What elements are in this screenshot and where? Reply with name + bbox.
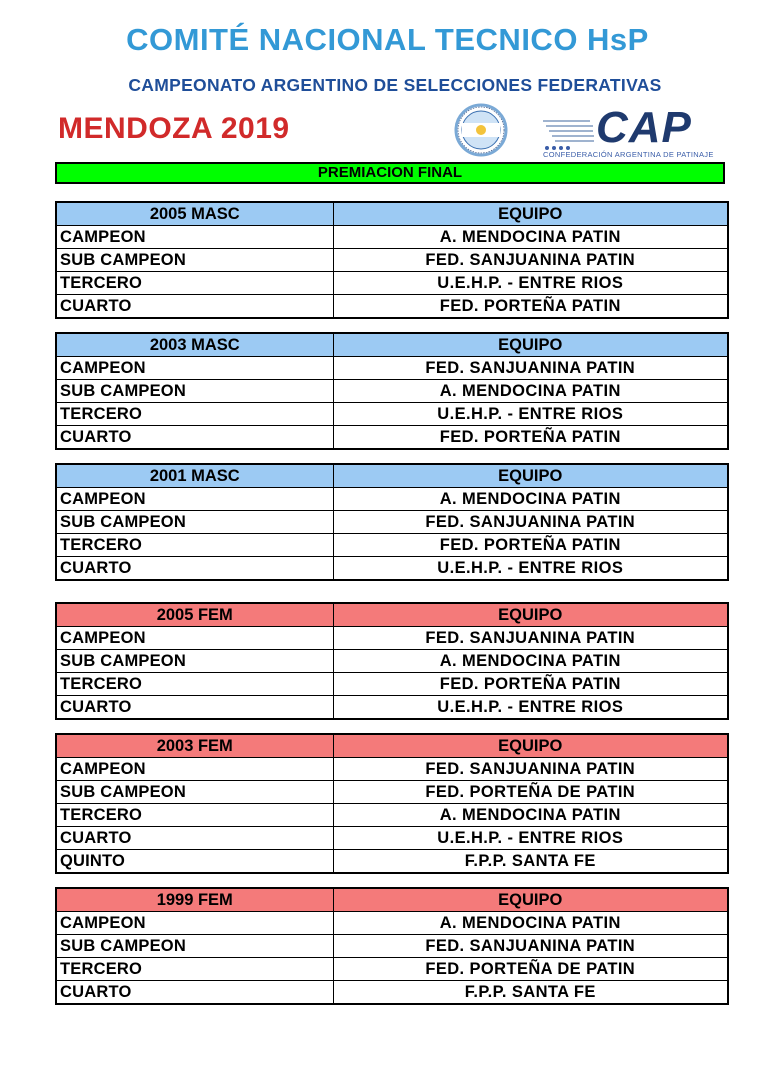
placement-label: TERCERO xyxy=(56,958,333,981)
team-column-header: EQUIPO xyxy=(333,333,728,357)
team-name: F.P.P. SANTA FE xyxy=(333,850,728,874)
placement-label: SUB CAMPEON xyxy=(56,511,333,534)
team-name: U.E.H.P. - ENTRE RIOS xyxy=(333,403,728,426)
category-name: 2005 FEM xyxy=(56,603,333,627)
category-header-row xyxy=(56,603,728,627)
placement-label: TERCERO xyxy=(56,534,333,557)
table-row xyxy=(56,781,728,804)
placement-label: TERCERO xyxy=(56,403,333,426)
category-name: 1999 FEM xyxy=(56,888,333,912)
team-name: A. MENDOCINA PATIN xyxy=(333,380,728,403)
table-row xyxy=(56,403,728,426)
document-title: COMITÉ NACIONAL TECNICO HsP xyxy=(126,22,649,57)
placement-label: CAMPEON xyxy=(56,226,333,249)
table-row xyxy=(56,380,728,403)
team-column-header: EQUIPO xyxy=(333,202,728,226)
table-row xyxy=(56,488,728,511)
placement-label: CAMPEON xyxy=(56,488,333,511)
team-column-header: EQUIPO xyxy=(333,734,728,758)
placement-label: CAMPEON xyxy=(56,912,333,935)
table-row xyxy=(56,272,728,295)
table-row xyxy=(56,935,728,958)
table-row xyxy=(56,426,728,450)
table-row xyxy=(56,627,728,650)
placement-label: CUARTO xyxy=(56,557,333,581)
team-name: FED. PORTEÑA DE PATIN xyxy=(333,958,728,981)
cap-logo-text: CAP xyxy=(596,103,692,152)
team-column-header: EQUIPO xyxy=(333,464,728,488)
team-name: U.E.H.P. - ENTRE RIOS xyxy=(333,696,728,720)
table-row xyxy=(56,827,728,850)
team-name: F.P.P. SANTA FE xyxy=(333,981,728,1005)
placement-label: CUARTO xyxy=(56,827,333,850)
category-table xyxy=(55,733,729,874)
committee-seal-icon xyxy=(450,103,512,157)
placement-label: SUB CAMPEON xyxy=(56,650,333,673)
table-row xyxy=(56,357,728,380)
placement-label: CUARTO xyxy=(56,981,333,1005)
table-row xyxy=(56,226,728,249)
placement-label: SUB CAMPEON xyxy=(56,380,333,403)
placement-label: TERCERO xyxy=(56,804,333,827)
placement-label: SUB CAMPEON xyxy=(56,781,333,804)
table-row xyxy=(56,758,728,781)
table-row xyxy=(56,650,728,673)
team-column-header: EQUIPO xyxy=(333,888,728,912)
table-row xyxy=(56,912,728,935)
table-row xyxy=(56,850,728,874)
team-name: U.E.H.P. - ENTRE RIOS xyxy=(333,557,728,581)
table-row xyxy=(56,804,728,827)
team-name: FED. PORTEÑA PATIN xyxy=(333,673,728,696)
table-row xyxy=(56,981,728,1005)
placement-label: CAMPEON xyxy=(56,758,333,781)
cap-logo-caption: CONFEDERACIÓN ARGENTINA DE PATINAJE xyxy=(543,150,714,159)
table-row xyxy=(56,249,728,272)
placement-label: CUARTO xyxy=(56,295,333,319)
category-table xyxy=(55,201,729,319)
placement-label: SUB CAMPEON xyxy=(56,249,333,272)
team-name: U.E.H.P. - ENTRE RIOS xyxy=(333,827,728,850)
table-row xyxy=(56,958,728,981)
placement-label: TERCERO xyxy=(56,673,333,696)
placement-label: SUB CAMPEON xyxy=(56,935,333,958)
category-table xyxy=(55,463,729,581)
placement-label: TERCERO xyxy=(56,272,333,295)
category-name: 2005 MASC xyxy=(56,202,333,226)
placement-label: CAMPEON xyxy=(56,357,333,380)
event-city-year: MENDOZA 2019 xyxy=(58,112,290,145)
team-name: FED. PORTEÑA PATIN xyxy=(333,426,728,450)
table-row xyxy=(56,557,728,581)
team-name: FED. PORTEÑA DE PATIN xyxy=(333,781,728,804)
team-name: A. MENDOCINA PATIN xyxy=(333,912,728,935)
placement-label: CUARTO xyxy=(56,696,333,720)
team-name: A. MENDOCINA PATIN xyxy=(333,226,728,249)
team-name: A. MENDOCINA PATIN xyxy=(333,804,728,827)
table-row xyxy=(56,673,728,696)
placement-label: QUINTO xyxy=(56,850,333,874)
team-name: A. MENDOCINA PATIN xyxy=(333,488,728,511)
team-name: FED. SANJUANINA PATIN xyxy=(333,249,728,272)
placement-label: CAMPEON xyxy=(56,627,333,650)
category-name: 2001 MASC xyxy=(56,464,333,488)
category-table xyxy=(55,332,729,450)
category-header-row xyxy=(56,734,728,758)
team-name: FED. SANJUANINA PATIN xyxy=(333,357,728,380)
category-header-row xyxy=(56,333,728,357)
team-name: FED. SANJUANINA PATIN xyxy=(333,511,728,534)
category-header-row xyxy=(56,888,728,912)
team-name: FED. PORTEÑA PATIN xyxy=(333,295,728,319)
category-table xyxy=(55,602,729,720)
table-row xyxy=(56,295,728,319)
team-name: A. MENDOCINA PATIN xyxy=(333,650,728,673)
team-name: FED. SANJUANINA PATIN xyxy=(333,627,728,650)
category-header-row xyxy=(56,464,728,488)
championship-subtitle: CAMPEONATO ARGENTINO DE SELECCIONES FEDERATIVAS xyxy=(128,75,662,95)
final-awards-banner: PREMIACION FINAL xyxy=(55,162,725,184)
table-row xyxy=(56,534,728,557)
category-name: 2003 FEM xyxy=(56,734,333,758)
team-name: FED. SANJUANINA PATIN xyxy=(333,935,728,958)
table-row xyxy=(56,511,728,534)
category-table xyxy=(55,887,729,1005)
team-column-header: EQUIPO xyxy=(333,603,728,627)
category-name: 2003 MASC xyxy=(56,333,333,357)
team-name: FED. SANJUANINA PATIN xyxy=(333,758,728,781)
team-name: U.E.H.P. - ENTRE RIOS xyxy=(333,272,728,295)
table-row xyxy=(56,696,728,720)
team-name: FED. PORTEÑA PATIN xyxy=(333,534,728,557)
category-header-row xyxy=(56,202,728,226)
placement-label: CUARTO xyxy=(56,426,333,450)
